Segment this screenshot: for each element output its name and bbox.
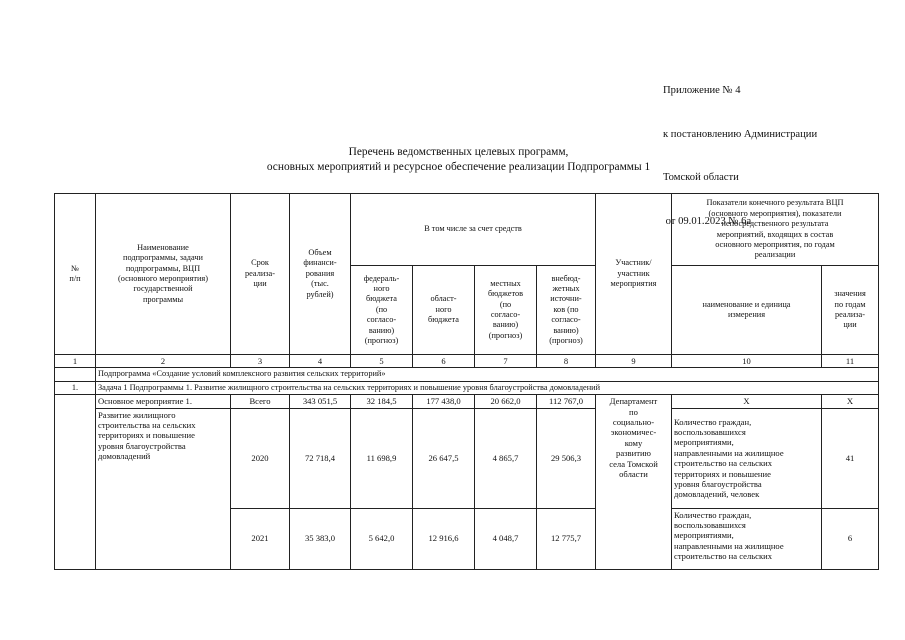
header-name: Наименование подпрограммы, задачи подпрограммы, ВЦП (основного мероприятия) государственной программы	[96, 194, 231, 355]
appendix-line: к постановлению Администрации	[663, 128, 818, 140]
column-number: 6	[413, 355, 475, 368]
column-number: 3	[231, 355, 290, 368]
header-incl: В том числе за счет средств	[351, 194, 596, 266]
measure-participant: Департамент по социально- экономичес- кому развитию села Томской области	[596, 395, 672, 569]
header-extra: внебюд- жетных источни- ков (по согласо- ванию) (прогноз)	[537, 266, 596, 355]
row-federal: 11 698,9	[351, 408, 413, 508]
task-title: Задача 1 Подпрограммы 1. Развитие жилищного строительства на сельских территориях и повышение уровня благоустройства домовладений	[96, 381, 879, 394]
column-number: 9	[596, 355, 672, 368]
program-table	[54, 193, 879, 570]
column-number: 10	[672, 355, 822, 368]
row-volume: 343 051,5	[290, 395, 351, 408]
header-volume: Объем финанси- рования (тыс. рублей)	[290, 194, 351, 355]
row-ind-name: Х	[672, 395, 822, 408]
row-regional: 12 916,6	[413, 508, 475, 569]
header-regional: област- ного бюджета	[413, 266, 475, 355]
row-period: Всего	[231, 395, 290, 408]
title-line: Перечень ведомственных целевых программ,	[348, 146, 569, 158]
task-number: 1.	[55, 381, 96, 394]
row-ind-value: 6	[822, 508, 879, 569]
header-participant: Участник/ участник мероприятия	[596, 194, 672, 355]
row-ind-name: Количество граждан, воспользовавшихся мероприятиями, направленными на жилищное строительство на сельских	[672, 508, 822, 569]
row-regional: 177 438,0	[413, 395, 475, 408]
row-local: 4 048,7	[475, 508, 537, 569]
measure-description: Развитие жилищного строительства на сельских территориях и повышение уровня благоустройства домовладений	[96, 408, 231, 569]
header-ind-name: наименование и единица измерения	[672, 266, 822, 355]
row-period: 2021	[231, 508, 290, 569]
row-volume: 35 383,0	[290, 508, 351, 569]
header-ind-value: значения по годам реализа- ции	[822, 266, 879, 355]
appendix-line: Приложение № 4	[663, 85, 741, 96]
measure-title: Основное мероприятие 1.	[96, 395, 231, 408]
row-federal: 5 642,0	[351, 508, 413, 569]
column-number: 4	[290, 355, 351, 368]
row-ind-value: 41	[822, 408, 879, 508]
row-period: 2020	[231, 408, 290, 508]
row-regional: 26 647,5	[413, 408, 475, 508]
row-extra: 12 775,7	[537, 508, 596, 569]
row-extra: 112 767,0	[537, 395, 596, 408]
header-local: местных бюджетов (по согласо- ванию) (прогноз)	[475, 266, 537, 355]
header-indicators: Показатели конечного результата ВЦП (основного мероприятия), показатели непосредственного результата мероприятий, входящих в состав основного мероприятия, по годам реализации	[672, 194, 879, 266]
title-line: основных мероприятий и ресурсное обеспечение реализации Подпрограммы 1	[266, 161, 651, 173]
row-ind-name: Количество граждан, воспользовавшихся мероприятиями, направленными на жилищное строительство на сельских территориях и повышение уровня благоустройства домовладений, человек	[672, 408, 822, 508]
column-number: 8	[537, 355, 596, 368]
column-number: 5	[351, 355, 413, 368]
row-volume: 72 718,4	[290, 408, 351, 508]
row-extra: 29 506,3	[537, 408, 596, 508]
appendix-line: от 09.01.2023 № 6а	[663, 215, 752, 227]
document-title	[0, 145, 905, 175]
column-number: 11	[822, 355, 879, 368]
subprogram-num-cell	[55, 368, 96, 381]
row-ind-value: Х	[822, 395, 879, 408]
header-num: № п/п	[55, 194, 96, 355]
column-number: 2	[96, 355, 231, 368]
column-number: 7	[475, 355, 537, 368]
header-federal: федераль- ного бюджета (по согласо- ванию) (прогноз)	[351, 266, 413, 355]
row-local: 20 662,0	[475, 395, 537, 408]
row-federal: 32 184,5	[351, 395, 413, 408]
header-period: Срок реализа- ции	[231, 194, 290, 355]
column-number: 1	[55, 355, 96, 368]
row-local: 4 865,7	[475, 408, 537, 508]
measure-num-cell	[55, 395, 96, 569]
subprogram-title: Подпрограмма «Создание условий комплексного развития сельских территорий»	[96, 368, 879, 381]
appendix-line: Томской области	[663, 172, 739, 183]
